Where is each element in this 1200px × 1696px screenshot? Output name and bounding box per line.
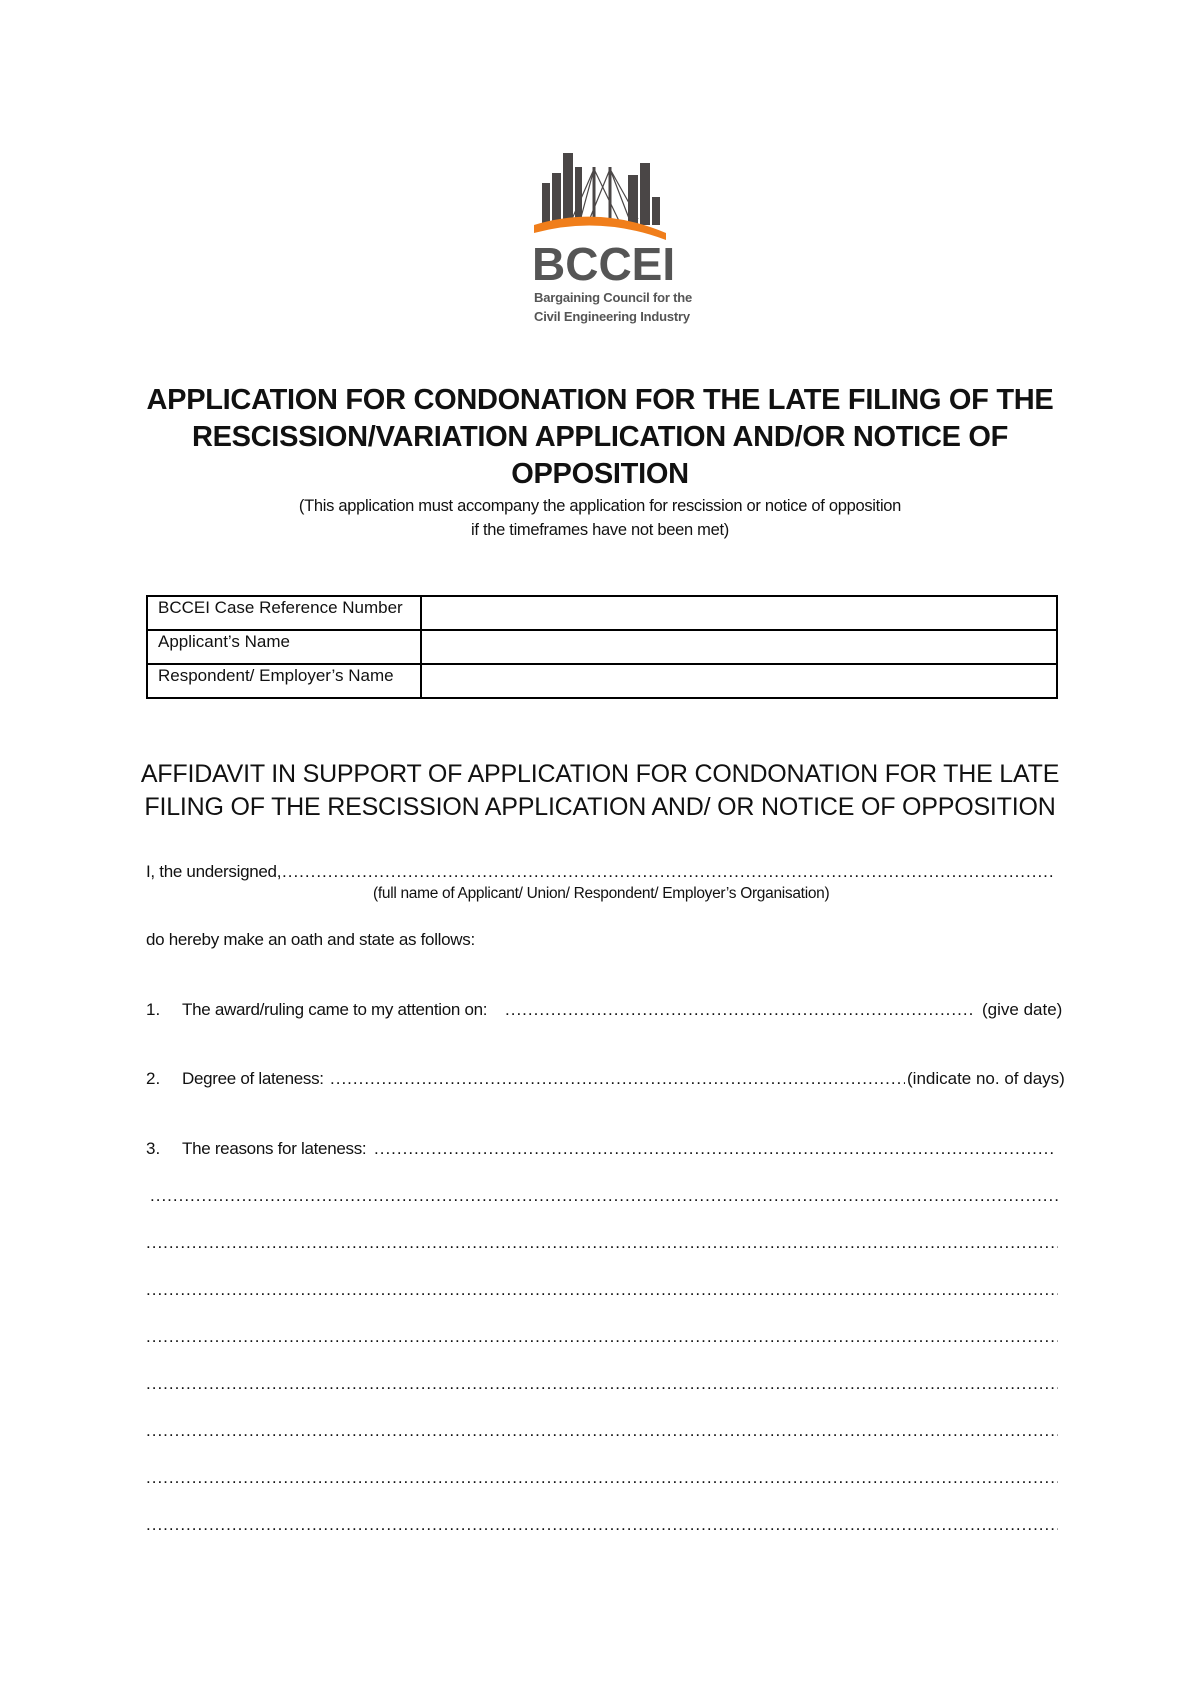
case-reference-field[interactable]: [421, 596, 1057, 630]
reasons-field-line[interactable]: [146, 1515, 1058, 1535]
case-reference-label: BCCEI Case Reference Number: [147, 596, 421, 630]
page-title: APPLICATION FOR CONDONATION FOR THE LATE FILING OF THE RESCISSION/VARIATION APPLICATION AND/OR NOTICE OF OPPOSITION: [146, 384, 1054, 490]
reasons-field-line[interactable]: [374, 1139, 1056, 1159]
bccei-skyline-icon: [530, 145, 680, 240]
item-2-label: Degree of lateness:: [182, 1069, 324, 1088]
subtitle-line1: (This application must accompany the application for rescission or notice of opposition: [298, 497, 902, 515]
reasons-field-line[interactable]: [146, 1280, 1058, 1300]
item-3-label: The reasons for lateness:: [182, 1139, 367, 1158]
logo-name: BCCEI: [532, 238, 676, 290]
affidavit-title: [140, 758, 1060, 824]
lateness-days-field[interactable]: [330, 1069, 905, 1089]
attention-date-field[interactable]: [505, 1000, 975, 1020]
undersigned-hint: (full name of Applicant/ Union/ Respondent/ Employer’s Organisation): [373, 885, 830, 902]
affidavit-title-line2: FILING OF THE RESCISSION APPLICATION AND/ OR NOTICE OF OPPOSITION: [144, 793, 1056, 821]
undersigned-name-field[interactable]: [282, 862, 1056, 882]
reasons-field-line[interactable]: [146, 1421, 1058, 1441]
reasons-field-line[interactable]: [146, 1233, 1058, 1253]
item-2-suffix: (indicate no. of days): [907, 1069, 1065, 1088]
page-subtitle: [140, 494, 1060, 542]
item-1-number: 1.: [146, 1000, 161, 1019]
bccei-logo: [530, 145, 693, 335]
affidavit-title-line1: AFFIDAVIT IN SUPPORT OF APPLICATION FOR CONDONATION FOR THE LATE: [140, 760, 1060, 788]
applicant-name-field[interactable]: [421, 630, 1057, 664]
case-info-table: [146, 595, 1058, 699]
reasons-field-line[interactable]: [146, 1468, 1058, 1488]
reasons-field-line[interactable]: [146, 1327, 1058, 1347]
table-row: [147, 664, 1057, 698]
logo-subtitle-line2: Civil Engineering Industry: [534, 309, 690, 324]
applicant-name-label: Applicant’s Name: [147, 630, 421, 664]
respondent-name-label: Respondent/ Employer’s Name: [147, 664, 421, 698]
table-row: [147, 630, 1057, 664]
item-2-number: 2.: [146, 1069, 161, 1088]
reasons-field-line[interactable]: [146, 1374, 1058, 1394]
item-3-number: 3.: [146, 1139, 161, 1158]
logo-subtitle-line1: Bargaining Council for the: [534, 290, 693, 305]
undersigned-label: I, the undersigned,: [146, 862, 282, 881]
subtitle-line2: if the timeframes have not been met): [471, 521, 729, 539]
item-1-label: The award/ruling came to my attention on:: [182, 1000, 488, 1019]
oath-statement: do hereby make an oath and state as follows:: [146, 930, 475, 949]
respondent-name-field[interactable]: [421, 664, 1057, 698]
table-row: [147, 596, 1057, 630]
reasons-field-line[interactable]: [150, 1186, 1058, 1206]
item-1-suffix: (give date): [982, 1000, 1063, 1019]
